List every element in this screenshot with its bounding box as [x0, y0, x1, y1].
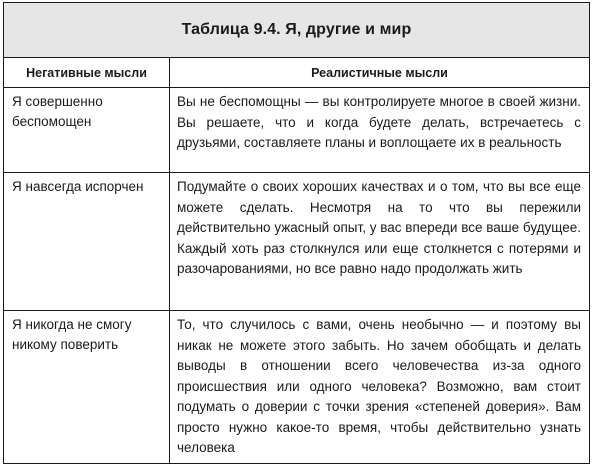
negative-thought-cell: Я совершенно беспомощен	[4, 88, 170, 173]
header-negative-thoughts: Негативные мысли	[4, 58, 170, 88]
table-row	[4, 311, 590, 464]
negative-thought-cell: Я никогда не смогу никому поверить	[4, 311, 170, 464]
negative-thought-cell: Я навсегда испорчен	[4, 173, 170, 311]
table-title-row	[4, 3, 590, 58]
table-header-row	[4, 58, 590, 88]
thoughts-table	[3, 2, 590, 464]
header-realistic-thoughts: Реалистичные мысли	[170, 58, 590, 88]
table-row	[4, 88, 590, 173]
table-title: Таблица 9.4. Я, другие и мир	[4, 3, 590, 58]
realistic-thought-cell: Подумайте о своих хороших качествах и о том, что вы все еще можете сделать. Несмотря на то что вы пережили действительно ужасный опыт, у вас впереди все ваше будущее. Каждый хоть раз столкнулся или еще столкнется с потерями и разочарованиями, но все равно надо продолжать жить	[170, 173, 590, 311]
realistic-thought-cell: То, что случилось с вами, очень необычно — и поэтому вы никак не можете этого забыть. Но зачем обобщать и делать выводы в отношении всего человечества из-за одного происшествия или одного человека? Возможно, вам стоит подумать о доверии с точки зрения «степеней доверия». Вам просто нужно какое-то время, чтобы действительно узнать человека	[170, 311, 590, 464]
table-row	[4, 173, 590, 311]
realistic-thought-cell: Вы не беспомощны — вы контролируете многое в своей жизни. Вы решаете, что и когда будете делать, встречаетесь с друзьями, составляете планы и воплощаете их в реальность	[170, 88, 590, 173]
